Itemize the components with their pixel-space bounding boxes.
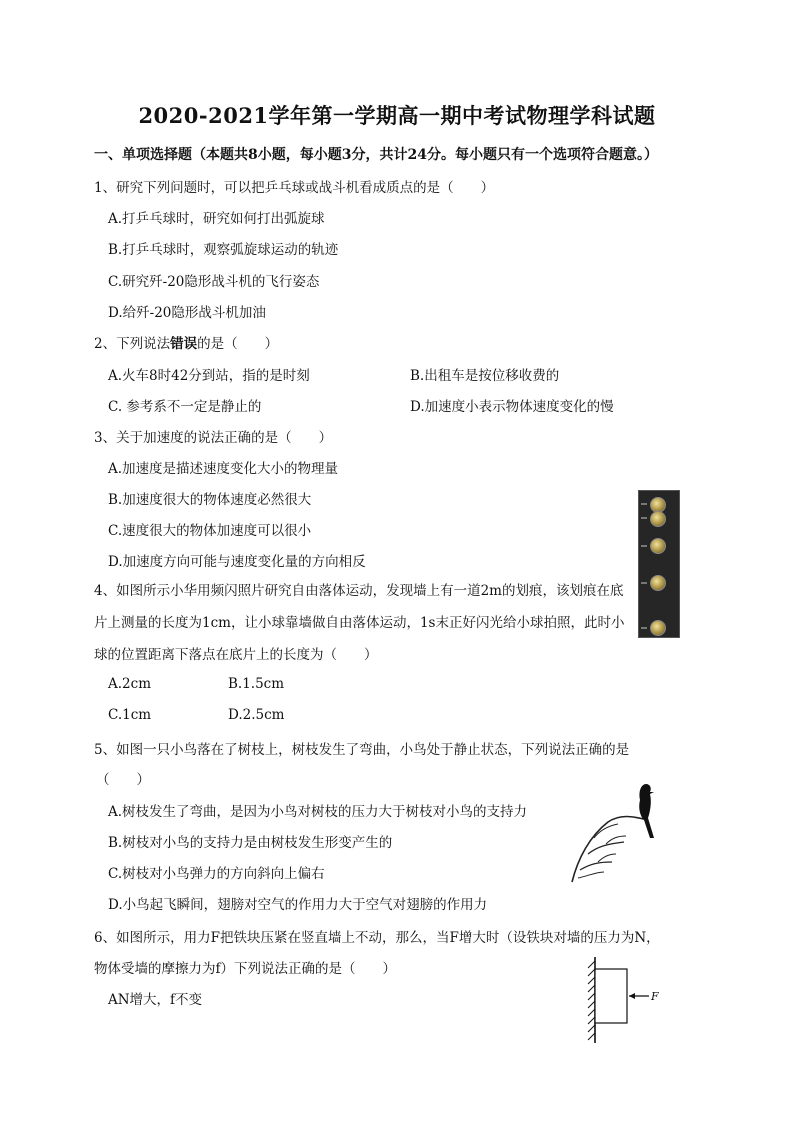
question-5-stem: 5、如图一只小鸟落在了树枝上，树枝发生了弯曲，小鸟处于静止状态，下列说法正确的是 [94, 742, 630, 758]
question-2-option-d: D.加速度小表示物体速度变化的慢 [410, 399, 614, 415]
question-4-option-a: A.2cm [108, 676, 151, 692]
question-5-option-b: B.树枝对小鸟的支持力是由树枝发生形变产生的 [108, 835, 393, 851]
film-tick [641, 627, 647, 629]
question-3-stem: 3、关于加速度的说法正确的是（ ） [94, 430, 333, 446]
question-2-stem-post: 的是（ ） [197, 336, 279, 352]
question-4-stem: 4、如图所示小华用频闪照片研究自由落体运动，发现墙上有一道2m的划痕，该划痕在底片上测量的长度为1cm，让小球靠墙做自由落体运动，1s末正好闪光给小球拍照，此时小球的位置距离下落点在底片上的长度为（ ） [94, 583, 625, 663]
question-4-option-d: D.2.5cm [228, 707, 285, 723]
question-3-option-a: A.加速度是描述速度变化大小的物理量 [108, 461, 339, 477]
strobe-ball [650, 620, 666, 636]
film-tick [641, 545, 647, 547]
strobe-ball [650, 511, 666, 527]
question-2-stem-pre: 2、下列说法 [94, 336, 171, 352]
question-5-option-a: A.树枝发生了弯曲，是因为小鸟对树枝的压力大于树枝对小鸟的支持力 [108, 804, 528, 820]
question-6-stem-line-1: 6、如图所示，用力F把铁块压紧在竖直墙上不动，那么，当F增大时（设铁块对墙的压力为N， [94, 930, 660, 946]
iron-block [595, 969, 627, 1023]
bird-on-branch-figure [568, 778, 664, 886]
force-label: F [651, 990, 659, 1003]
question-1-option-b: B.打乒乓球时，观察弧旋球运动的轨迹 [108, 242, 339, 258]
question-3-option-d: D.加速度方向可能与速度变化量的方向相反 [108, 554, 366, 570]
question-6-stem-line-2: 物体受墙的摩擦力为f）下列说法正确的是（ ） [94, 961, 396, 977]
page-title: 2020-2021学年第一学期高一期中考试物理学科试题 [138, 103, 656, 128]
question-2-option-a: A.火车8时42分到站，指的是时刻 [108, 368, 310, 384]
film-tick [641, 503, 647, 505]
question-1-option-d: D.给歼-20隐形战斗机加油 [108, 305, 266, 321]
question-3-option-c: C.速度很大的物体加速度可以很小 [108, 523, 312, 539]
section-heading: 一、单项选择题（本题共8小题，每小题3分，共计24分。每小题只有一个选项符合题意。） [94, 147, 658, 163]
question-5-stem-tail: （ ） [96, 772, 150, 788]
question-4-option-c: C.1cm [108, 707, 152, 723]
question-2-stem-emphasis: 错误 [170, 336, 198, 352]
film-tick [641, 582, 647, 584]
question-4-option-b: B.1.5cm [228, 676, 285, 692]
question-2-option-b: B.出租车是按位移收费的 [410, 368, 560, 384]
strobe-ball [650, 538, 666, 554]
question-5-option-d: D.小鸟起飞瞬间，翅膀对空气的作用力大于空气对翅膀的作用力 [108, 897, 488, 913]
question-1-stem: 1、研究下列问题时，可以把乒乓球或战斗机看成质点的是（ ） [94, 180, 495, 196]
question-5-option-c: C.树枝对小鸟弹力的方向斜向上偏右 [108, 866, 325, 882]
wall-block-figure [585, 955, 675, 1045]
question-2-stem [94, 332, 278, 352]
question-1-option-a: A.打乒乓球时，研究如何打出弧旋球 [108, 211, 325, 227]
question-3-option-b: B.加速度很大的物体速度必然很大 [108, 492, 312, 508]
strobe-photo-figure [638, 490, 680, 638]
question-1-option-c: C.研究歼-20隐形战斗机的飞行姿态 [108, 274, 320, 290]
question-6-option-a: AN增大，f不变 [108, 992, 203, 1008]
film-tick [641, 517, 647, 519]
strobe-ball [650, 575, 666, 591]
question-2-option-c: C. 参考系不一定是静止的 [108, 399, 262, 415]
